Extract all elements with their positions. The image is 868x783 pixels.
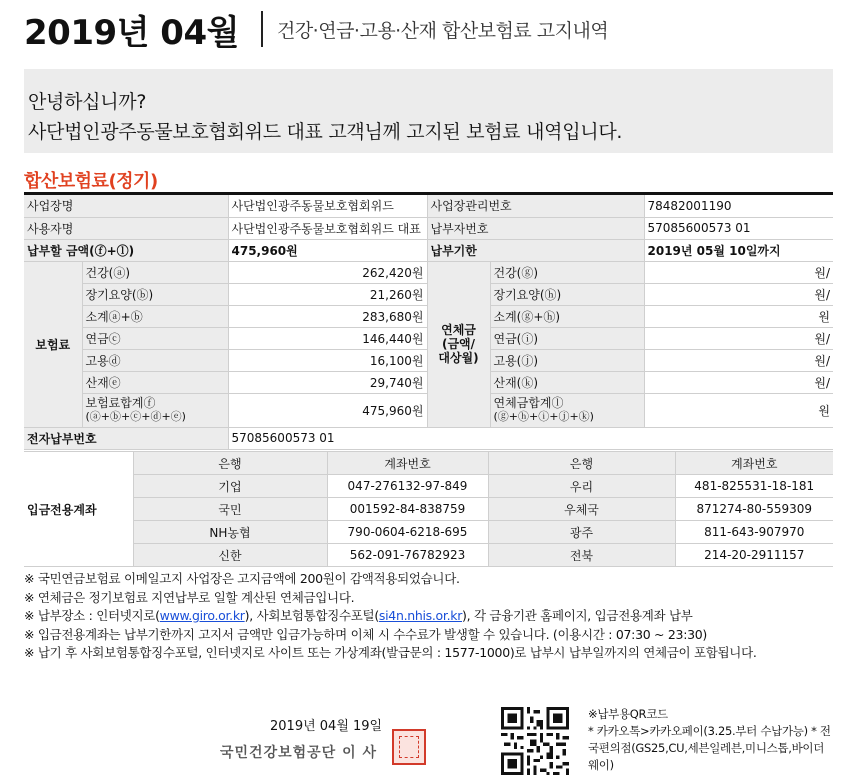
amount-value: 475,960원 [228,239,427,261]
premium-total-value: 475,960원 [228,393,427,427]
account-table [24,451,833,567]
premium-item-value: 146,440원 [228,327,427,349]
section-title: 합산보험료(정기) [24,171,158,192]
account-number: 214-20-2911157 [675,544,833,567]
user-value: 사단법인광주동물보호협회위드 대표 [228,217,427,239]
premium-item-value: 262,420원 [228,261,427,283]
account-number: 001592-84-838759 [327,498,488,521]
premium-label: 보험료 [24,261,82,427]
premium-item-value: 21,260원 [228,283,427,305]
table-row [24,475,833,498]
header-divider [261,11,263,47]
note-line: ※ 입금전용계좌는 납부기한까지 고지서 금액만 입금가능하며 이체 시 수수료가 발생할 수 있습니다. (이용시간 : 07:30 ~ 23:30) [24,626,708,642]
arrears-item-label: 소계(ⓖ+ⓗ) [490,305,644,327]
account-number: 790-0604-6218-695 [327,521,488,544]
notes [24,570,836,663]
arrears-item-label: 건강(ⓖ) [490,261,644,283]
account-header: 계좌번호 [675,452,833,475]
account-number: 481-825531-18-181 [675,475,833,498]
greeting-line-2: 사단법인광주동물보호협회위드 대표 고객님께 고지된 보험료 내역입니다. [28,121,623,143]
account-number: 562-091-76782923 [327,544,488,567]
premium-item-value: 29,740원 [228,371,427,393]
bank-name: 광주 [488,521,675,544]
note-line: ※ 납기 후 사회보험통합징수포털, 인터넷지로 사이트 또는 가상계좌(발급문의 : 1577-1000)로 납부시 납부일까지의 연체금이 포함됩니다. [24,645,757,660]
premium-total-label-line: 보험료합계ⓕ [85,396,156,410]
greeting-box [24,69,833,153]
qr-info [588,706,833,774]
payer-no-label: 납부자번호 [427,217,644,239]
epay-label: 전자납부번호 [24,427,228,449]
user-label: 사용자명 [24,217,228,239]
notice-month: 2019년 04월 [24,12,239,53]
payer-no-value: 57085600573 01 [644,217,833,239]
arrears-item-label: 산재(ⓚ) [490,371,644,393]
premium-item-value: 283,680원 [228,305,427,327]
note-line [24,607,836,626]
bank-name: 국민 [133,498,327,521]
arrears-label-line: 연체금 [441,323,476,337]
greeting-line-1: 안녕하십니까? [28,91,147,113]
bank-name: 우리 [488,475,675,498]
workplace-label: 사업장명 [24,195,228,217]
workplace-value: 사단법인광주동물보호협회위드 [228,195,427,217]
arrears-label-line: (금액/ [441,337,476,351]
bank-header: 은행 [488,452,675,475]
bank-name: 우체국 [488,498,675,521]
note-text: ※ 납부장소 : 인터넷지로( [24,608,160,623]
arrears-item-label: 연금(ⓘ) [490,327,644,349]
note-text: ), 각 금융기관 홈페이지, 입금전용계좌 납부 [462,608,693,623]
premium-item-label: 고용ⓓ [82,349,228,371]
arrears-total-value: 원 [644,393,833,427]
premium-total-label [82,393,228,427]
issue-date: 2019년 04월 19일 [270,719,383,734]
arrears-total-label-line: (ⓖ+ⓗ+ⓘ+ⓙ+ⓚ) [493,410,594,423]
table-row [24,498,833,521]
note-text: ), 사회보험통합징수포털( [244,608,379,623]
arrears-label [427,261,490,427]
due-label: 납부기한 [427,239,644,261]
qr-title: ※납부용QR코드 [588,707,668,721]
arrears-item-value: 원/ [644,371,833,393]
notice-title: 건강·연금·고용·산재 합산보험료 고지내역 [276,19,609,42]
note-line: ※ 연체금은 정기보험료 지연납부로 일할 계산된 연체금입니다. [24,589,355,605]
bank-name: NH농협 [133,521,327,544]
bank-header: 은행 [133,452,327,475]
giro-link[interactable]: www.giro.or.kr [159,608,245,623]
arrears-total-label [490,393,644,427]
account-number: 047-276132-97-849 [327,475,488,498]
arrears-label-line: 대상월) [438,351,479,365]
premium-table [24,195,833,450]
mgmt-no-value: 78482001190 [644,195,833,217]
bank-name: 신한 [133,544,327,567]
arrears-item-value: 원 [644,305,833,327]
premium-item-label: 연금ⓒ [82,327,228,349]
bank-name: 기업 [133,475,327,498]
account-number: 871274-80-559309 [675,498,833,521]
arrears-total-label-line: 연체금합계ⓛ [493,396,564,410]
amount-label: 납부할 금액(ⓕ+ⓛ) [24,239,228,261]
premium-total-label-line: (ⓐ+ⓑ+ⓒ+ⓓ+ⓔ) [85,410,186,423]
arrears-item-value: 원/ [644,283,833,305]
account-header: 계좌번호 [327,452,488,475]
arrears-item-label: 장기요양(ⓗ) [490,283,644,305]
arrears-item-label: 고용(ⓙ) [490,349,644,371]
table-row [24,544,833,567]
si4n-link[interactable]: si4n.nhis.or.kr [378,608,463,623]
premium-item-label: 장기요양(ⓑ) [82,283,228,305]
qr-code [501,707,569,775]
epay-value: 57085600573 01 [228,427,833,449]
account-number: 811-643-907970 [675,521,833,544]
arrears-item-value: 원/ [644,327,833,349]
arrears-item-value: 원/ [644,261,833,283]
note-line: ※ 국민연금보험료 이메일고지 사업장은 고지금액에 200원이 감액적용되었습니다. [24,571,460,586]
qr-description: * 카카오톡>카카오페이(3.25.부터 수납가능) * 전국편의점(GS25,CU,세븐일레븐,미니스톱,바이더웨이) [588,724,831,772]
bank-name: 전북 [488,544,675,567]
premium-item-label: 소계ⓐ+ⓑ [82,305,228,327]
account-label: 입금전용계좌 [24,452,133,567]
premium-item-label: 건강(ⓐ) [82,261,228,283]
issuer-name: 국민건강보험공단 이 사 [220,745,377,761]
table-row [24,521,833,544]
arrears-item-value: 원/ [644,349,833,371]
premium-item-label: 산재ⓔ [82,371,228,393]
page-header [24,6,608,52]
premium-item-value: 16,100원 [228,349,427,371]
mgmt-no-label: 사업장관리번호 [427,195,644,217]
official-seal [392,729,426,765]
due-value: 2019년 05월 10일까지 [644,239,833,261]
